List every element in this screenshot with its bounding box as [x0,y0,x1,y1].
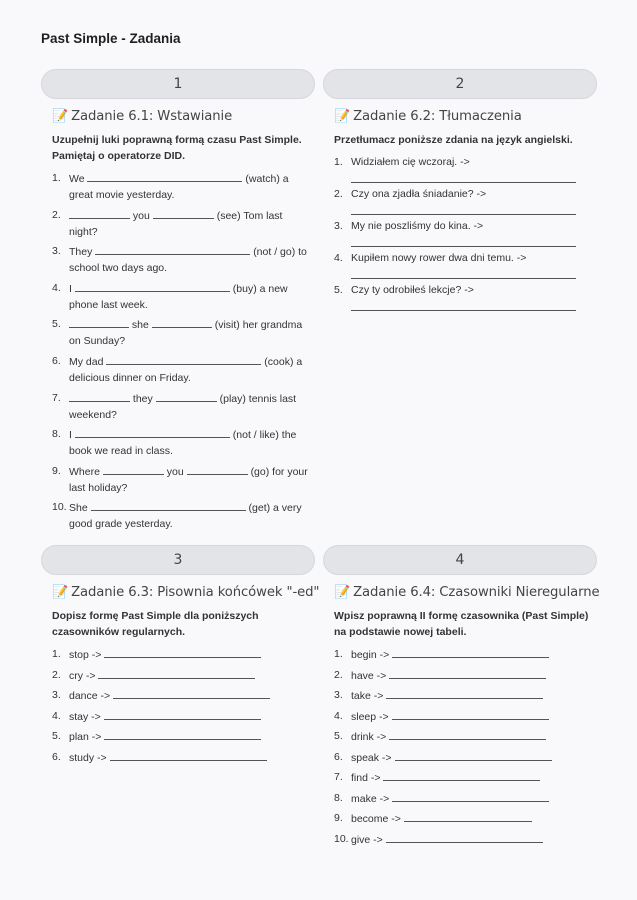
answer-line[interactable] [351,266,576,279]
task-card-3 [41,545,320,769]
task-title: 📝 Zadanie 6.3: Pisownia końcówek "-ed" [52,585,320,600]
answer-blank[interactable] [104,728,261,740]
exercise-item: 7. they (play) tennis last weekend? [52,391,297,421]
task-number-pill: 4 [323,545,597,575]
task-number-pill: 3 [41,545,315,575]
exercise-item: 6. speak -> [334,749,597,766]
answer-blank[interactable] [113,687,270,699]
exercise-item: 2. Czy ona zjadła śniadanie? -> [334,186,597,215]
answer-blank[interactable] [404,810,532,822]
task-number-pill: 1 [41,69,315,99]
exercise-item: 10. She (get) a very good grade yesterday. [52,501,302,531]
answer-blank[interactable] [392,646,549,658]
answer-blank[interactable] [103,463,164,475]
task-instruction: Wpisz poprawną II formę czasownika (Past Simple) na podstawie nowej tabeli. [334,610,589,638]
answer-blank[interactable] [187,463,248,475]
task-card-2 [323,69,597,314]
task-number-pill: 2 [323,69,597,99]
document-title: Past Simple - Zadania [41,31,181,46]
task-title: 📝 Zadanie 6.1: Wstawianie [52,109,233,124]
answer-blank[interactable] [91,499,246,511]
exercise-item: 6. My dad (cook) a delicious dinner on Friday. [52,354,303,384]
answer-line[interactable] [351,298,576,311]
answer-blank[interactable] [386,687,543,699]
answer-blank[interactable] [383,769,540,781]
answer-blank[interactable] [69,316,129,328]
exercise-item: 1. We (watch) a great movie yesterday. [52,172,289,201]
exercise-item: 4. I (buy) a new phone last week. [52,281,288,311]
task-instruction: Uzupełnij luki poprawną formą czasu Past Simple. Pamiętaj o operatorze DID. [52,134,302,162]
exercise-list [323,646,597,848]
exercise-item: 1. stop -> [52,646,315,663]
exercise-list [41,170,315,532]
exercise-item: 8. I (not / like) the book we read in class. [52,428,297,458]
task-card-1 [41,69,315,536]
exercise-item: 2. have -> [334,667,597,684]
exercise-list [41,646,315,766]
exercise-item: 7. find -> [334,769,597,786]
exercise-item: 3. dance -> [52,687,315,704]
task-card-4 [323,545,600,851]
exercise-item: 4. Kupiłem nowy rower dwa dni temu. -> [334,250,597,279]
answer-blank[interactable] [389,728,546,740]
answer-blank[interactable] [104,708,261,720]
exercise-item: 2. cry -> [52,667,315,684]
answer-blank[interactable] [87,170,242,182]
memo-icon: 📝 [334,109,351,124]
answer-blank[interactable] [98,667,255,679]
answer-blank[interactable] [395,749,552,761]
answer-blank[interactable] [75,280,230,292]
exercise-list [323,154,597,311]
exercise-item: 8. make -> [334,790,597,807]
answer-blank[interactable] [69,207,130,219]
answer-blank[interactable] [156,390,217,402]
answer-blank[interactable] [386,831,543,843]
answer-blank[interactable] [95,243,250,255]
exercise-item: 3. They (not / go) to school two days ago. [52,245,307,275]
exercise-item: 2. you (see) Tom last night? [52,208,283,238]
task-instruction: Dopisz formę Past Simple dla poniższych czasowników regularnych. [52,610,259,638]
exercise-item: 1. Widziałem cię wczoraj. -> [334,154,597,183]
exercise-item: 3. take -> [334,687,597,704]
exercise-item: 9. become -> [334,810,597,827]
answer-blank[interactable] [153,207,214,219]
exercise-item: 4. sleep -> [334,708,597,725]
exercise-item: 5. plan -> [52,728,315,745]
memo-icon: 📝 [334,585,351,600]
answer-line[interactable] [351,170,576,183]
answer-blank[interactable] [392,708,549,720]
answer-line[interactable] [351,202,576,215]
answer-blank[interactable] [392,790,549,802]
exercise-item: 9. Where you (go) for your last holiday? [52,464,308,494]
answer-blank[interactable] [110,749,267,761]
exercise-item: 5. Czy ty odrobiłeś lekcje? -> [334,282,597,311]
exercise-item: 4. stay -> [52,708,315,725]
answer-blank[interactable] [106,353,261,365]
exercise-item: 10. give -> [334,831,597,848]
exercise-item: 6. study -> [52,749,315,766]
memo-icon: 📝 [52,109,69,124]
exercise-item: 3. My nie poszliśmy do kina. -> [334,218,597,247]
exercise-item: 5. drink -> [334,728,597,745]
task-title: 📝 Zadanie 6.2: Tłumaczenia [334,109,522,124]
memo-icon: 📝 [52,585,69,600]
answer-blank[interactable] [69,390,130,402]
answer-blank[interactable] [389,667,546,679]
answer-blank[interactable] [104,646,261,658]
task-instruction: Przetłumacz poniższe zdania na język angielski. [334,134,573,146]
exercise-item: 5. she (visit) her grandma on Sunday? [52,318,303,348]
answer-line[interactable] [351,234,576,247]
answer-blank[interactable] [75,426,230,438]
task-title: 📝 Zadanie 6.4: Czasowniki Nieregularne [334,585,600,600]
exercise-item: 1. begin -> [334,646,597,663]
answer-blank[interactable] [152,316,212,328]
